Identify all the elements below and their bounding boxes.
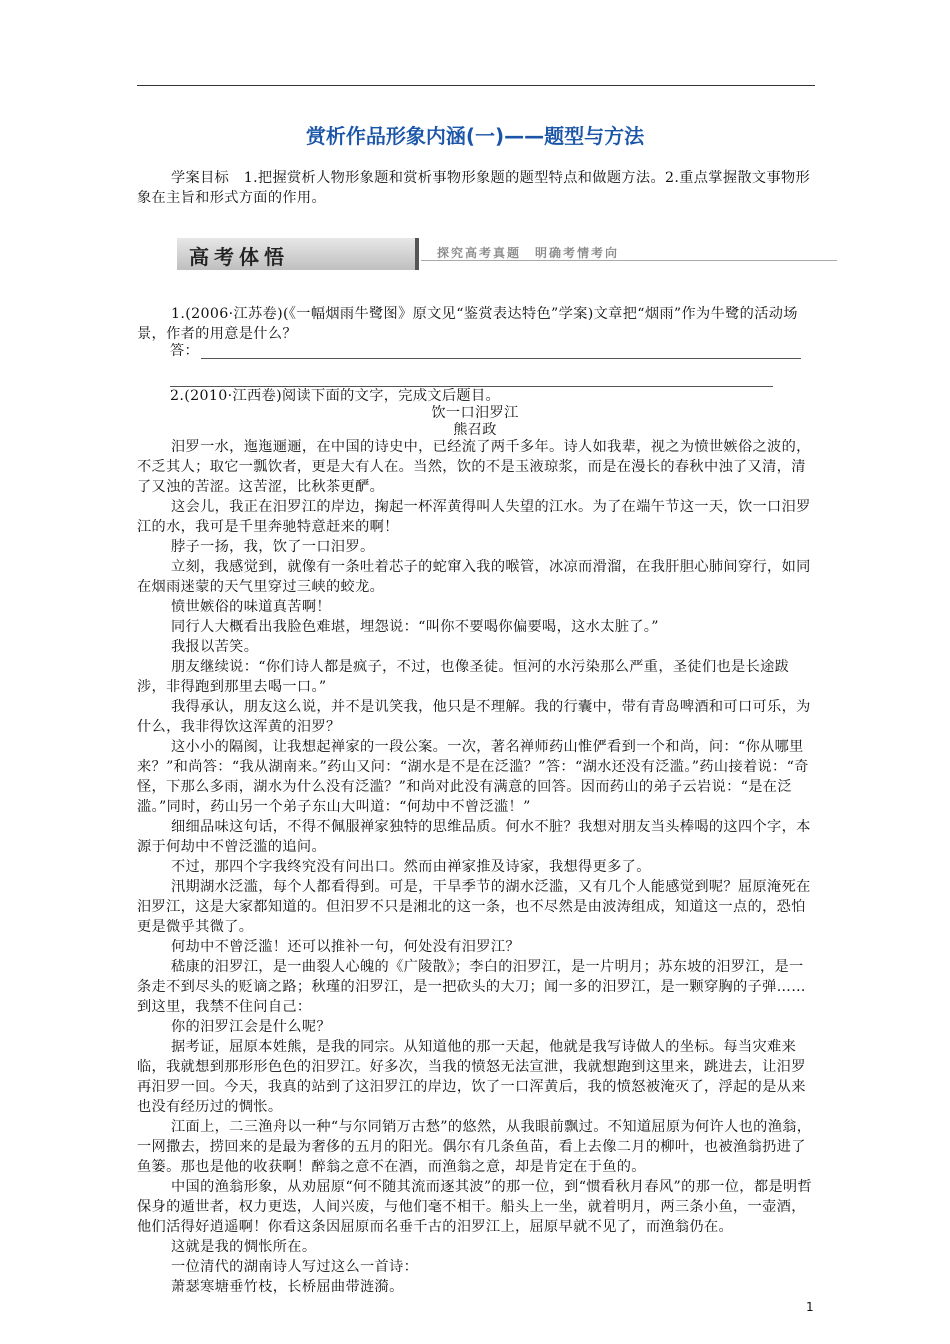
essay-body xyxy=(137,437,817,1297)
paragraph: 你的汨罗江会是什么呢？ xyxy=(171,1019,331,1035)
paragraph: 同行人大概看出我脸色难堪，埋怨说：“叫你不要喝你偏要喝，这水太脏了。” xyxy=(171,619,659,635)
question-1: 1.(2006·江苏卷)(《一幅烟雨牛鹭图》原文见“鉴赏表达特色”学案)文章把“烟雨”作为牛鹭的活动场景，作者的用意是什么？ xyxy=(137,306,798,342)
banner-tag xyxy=(177,238,419,270)
paragraph: 据考证，屈原本姓熊，是我的同宗。从知道他的那一天起，他就是我写诗做人的坐标。每当灾难来临，我就想到那形形色色的汨罗江。好多次，当我的愤怒无法宣泄，我就想跑到这里来，跳进去，让汨罗再汨罗一回。今天，我真的站到了这汨罗江的岸边，饮了一口浑黄后，我的愤怒被淹灭了，浮起的是从来也没有经历过的惆怅。 xyxy=(137,1039,806,1115)
section-banner xyxy=(137,238,837,272)
essay-author: 熊召政 xyxy=(453,422,497,438)
paragraph: 一位清代的湖南诗人写过这么一首诗： xyxy=(171,1259,419,1275)
paragraph: 汨罗一水，迤迤逦逦，在中国的诗史中，已经流了两千多年。诗人如我辈，视之为愤世嫉俗之波的，不乏其人；取它一瓢饮者，更是大有人在。当然，饮的不是玉液琼浆，而是在漫长的春秋中浊了又清，清了又浊的苦涩。这苦涩，比秋茶更酽。 xyxy=(137,439,811,495)
essay-title: 饮一口汨罗江 xyxy=(431,405,519,421)
paragraph: 江面上，二三渔舟以一种“与尔同销万古愁”的悠然，从我眼前飘过。不知道屈原为何许人也的渔翁，一网撒去，捞回来的是最为奢侈的五月的阳光。偶尔有几条鱼苗，看上去像二月的柳叶，也被渔翁扔进了鱼篓。那也是他的收获啊！醉翁之意不在酒，而渔翁之意，却是肯定在于鱼的。 xyxy=(137,1119,812,1175)
question-2: 2.(2010·江西卷)阅读下面的文字，完成文后题目。 xyxy=(170,388,501,404)
paragraph: 汛期湖水泛滥，每个人都看得到。可是，干旱季节的湖水泛滥，又有几个人能感觉到呢？屈原淹死在汨罗江，这是大家都知道的。但汨罗不只是湘北的这一条，也不尽然是由波涛组成，知道这一点的，恐怕更是微乎其微了。 xyxy=(137,879,811,935)
paragraph: 脖子一扬，我，饮了一口汨罗。 xyxy=(171,539,375,555)
page-number: 1 xyxy=(806,1300,814,1314)
paragraph: 何劫中不曾泛滥！还可以推补一句，何处没有汨罗江？ xyxy=(171,939,520,955)
answer-blank[interactable] xyxy=(201,344,801,359)
page-title: 赏析作品形象内涵(一)——题型与方法 xyxy=(305,124,645,148)
paragraph: 萧瑟寒塘垂竹枝，长桥屈曲带涟漪。 xyxy=(171,1279,404,1295)
banner-label: 高考体悟 xyxy=(189,245,289,269)
answer-label: 答： xyxy=(170,343,200,359)
paragraph: 细细品味这句话，不得不佩服禅家独特的思维品质。何水不脏？我想对朋友当头棒喝的这四个字，本源于何劫中不曾泛滥的追问。 xyxy=(137,819,811,855)
paragraph: 中国的渔翁形象，从劝屈原“何不随其流而逐其波”的那一位，到“惯看秋月春风”的那一位，都是明哲保身的遁世者，权力更迭，人间兴废，与他们毫不相干。船头上一坐，就着明月，两三条小鱼，一壶酒，他们活得好逍遥啊！你看这条因屈原而名垂千古的汨罗江上，屈原早就不见了，而渔翁仍在。 xyxy=(137,1179,812,1235)
paragraph: 愤世嫉俗的味道真苦啊！ xyxy=(171,599,331,615)
answer-row xyxy=(170,341,810,361)
learning-goal: 学案目标 1.把握赏析人物形象题和赏析事物形象题的题型特点和做题方法。2.重点掌握散文事物形象在主旨和形式方面的作用。 xyxy=(137,170,811,206)
paragraph: 我得承认，朋友这么说，并不是讥笑我，他只是不理解。我的行囊中，带有青岛啤酒和可口可乐，为什么，我非得饮这浑黄的汨罗？ xyxy=(137,699,811,735)
banner-subtitle: 探究高考真题 明确考情考向 xyxy=(437,246,620,260)
paragraph: 立刻，我感觉到，就像有一条吐着芯子的蛇窜入我的喉管，冰凉而滑溜，在我肝胆心肺间穿行，如同在烟雨迷蒙的天气里穿过三峡的蛟龙。 xyxy=(137,559,811,595)
paragraph: 不过，那四个字我终究没有问出口。然而由禅家推及诗家，我想得更多了。 xyxy=(171,859,651,875)
paragraph: 这会儿，我正在汨罗江的岸边，掬起一杯浑黄得叫人失望的江水。为了在端午节这一天，饮一口汨罗江的水，我可是千里奔驰特意赶来的啊！ xyxy=(137,499,811,535)
paragraph: 这小小的隔阂，让我想起禅家的一段公案。一次，著名禅师药山惟俨看到一个和尚，问：“你从哪里来？”和尚答：“我从湖南来。”药山又问：“湖水是不是在泛滥？”答：“湖水还没有泛滥。”药山接着说：“奇怪，下那么多雨，湖水为什么没有泛滥？”和尚对此没有满意的回答。因而药山的弟子云岩说：“是在泛滥。”同时，药山另一个弟子东山大叫道：“何劫中不曾泛滥！” xyxy=(137,739,809,815)
paragraph: 这就是我的惆怅所在。 xyxy=(171,1239,317,1255)
header-rule xyxy=(137,85,815,86)
paragraph: 嵇康的汨罗江，是一曲裂人心魄的《广陵散》；李白的汨罗江，是一片明月；苏东坡的汨罗江，是一条走不到尽头的贬谪之路；秋瑾的汨罗江，是一把砍头的大刀；闻一多的汨罗江，是一颗穿胸的子弹……到这里，我禁不住问自己： xyxy=(137,959,806,1015)
paragraph: 我报以苦笑。 xyxy=(171,639,259,655)
paragraph: 朋友继续说：“你们诗人都是疯子，不过，也像圣徒。恒河的水污染那么严重，圣徒们也是长途跋涉，非得跑到那里去喝一口。” xyxy=(137,659,790,695)
